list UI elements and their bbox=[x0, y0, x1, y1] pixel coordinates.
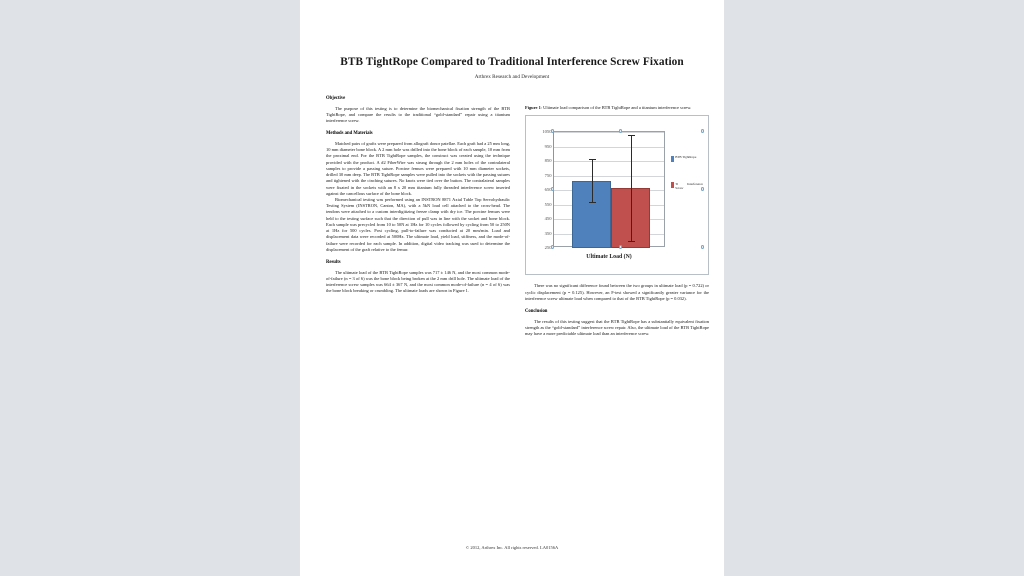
chart-legend-item[interactable] bbox=[671, 182, 703, 190]
chart-selection-handle[interactable] bbox=[701, 129, 704, 132]
chart-y-tick-label: 750 bbox=[544, 172, 552, 178]
legend-swatch-icon bbox=[671, 182, 674, 188]
figure-caption-label: Figure 1 bbox=[525, 105, 541, 110]
chart-x-axis-title: Ultimate Load (N) bbox=[586, 254, 632, 261]
spacer bbox=[326, 253, 510, 260]
chart-error-cap bbox=[589, 159, 596, 160]
chart-selection-handle[interactable] bbox=[619, 245, 622, 248]
chart-legend-label: BTB TightRope bbox=[675, 155, 697, 160]
chart-error-cap bbox=[628, 241, 635, 242]
chart-error-cap bbox=[589, 202, 596, 203]
conclusion-heading: Conclusion bbox=[525, 309, 548, 315]
discussion-paragraph: There was no significant difference found between the two groups in ultimate load (p = 0.722) or cyclic displacement (p = 0.125). However, an F-test showed a significantly greater variance for the interference screw ultimate load when compared to that of the BTB TightRope (p = 0.032). bbox=[525, 283, 709, 301]
chart-y-tick-label: 1050 bbox=[542, 129, 552, 135]
chart-selection-handle[interactable] bbox=[619, 129, 622, 132]
spacer bbox=[525, 302, 709, 309]
chart-error-bar bbox=[631, 135, 632, 241]
page-subtitle: Arthrex Research and Development bbox=[474, 74, 550, 80]
chart-selection-handle[interactable] bbox=[701, 245, 704, 248]
chart-y-tick-label: 650 bbox=[544, 187, 552, 193]
chart-y-tick-label: 850 bbox=[544, 158, 552, 164]
chart-gridline bbox=[554, 147, 664, 148]
chart-inner bbox=[534, 123, 701, 268]
results-heading: Results bbox=[326, 260, 341, 266]
chart-gridline bbox=[554, 176, 664, 177]
chart-plot-area bbox=[542, 129, 665, 251]
methods-heading: Methods and Materials bbox=[326, 131, 373, 137]
chart-selection-handle[interactable] bbox=[551, 245, 554, 248]
chart-y-tick-label: 550 bbox=[544, 201, 552, 207]
left-column bbox=[326, 96, 510, 295]
chart-error-cap bbox=[628, 135, 635, 136]
page-title: BTB TightRope Compared to Traditional Interference Screw Fixation bbox=[340, 55, 684, 68]
chart-gridline bbox=[554, 132, 664, 133]
objective-paragraph: The purpose of this testing is to determine the biomechanical fixation strength of the BTB TightRope, and compare the results to the traditional “gold-standard” repair using a titanium interference screw. bbox=[326, 105, 510, 124]
legend-swatch-icon bbox=[671, 156, 674, 162]
page-footer: © 2012, Arthrex Inc. All rights reserved. LA0156A bbox=[465, 545, 559, 550]
spacer bbox=[326, 124, 510, 131]
chart-legend[interactable] bbox=[671, 155, 703, 209]
figure-caption-text: : Ultimate load comparison of the BTB TightRope and a titanium interference screw. bbox=[540, 105, 692, 110]
chart-selection-handle[interactable] bbox=[551, 187, 554, 190]
chart-selection-handle[interactable] bbox=[701, 187, 704, 190]
figure-caption bbox=[525, 105, 709, 111]
chart-error-bar bbox=[592, 159, 593, 201]
methods-paragraph-1: Matched pairs of grafts were prepared from allograft donor patellae. Each graft had a 25 mm long, 10 mm diameter bone block. A 2 mm hole was drilled into the bone block of each sample, 10 mm from the proximal end. For the BTB TightRope samples, the construct was created using the technique provided with the product. A #2 FiberWire was strung through the 2 mm holes of the contralateral samples to provide a passing suture. Porcine femurs were prepared with 10 mm diameter sockets, drilled 30 mm deep. The BTB TightRope samples were pulled into the sockets with the passing sutures and tightened with the cinching sutures. No knots were tied over the button. The contralateral samples were fixated in the sockets with an 8 x 20 mm titanium fully threaded interference screw inserted against the cancellous surface of the bone block. bbox=[326, 140, 510, 196]
conclusion-paragraph: The results of this testing suggest that the BTB TightRope has a substantially equivalent fixation strength as the “gold-standard” interference screw repair. Also, the ultimate load of the BTB TightRope may have a more predictable ultimate load than an interference screw. bbox=[525, 318, 709, 337]
chart-gridline bbox=[554, 248, 664, 249]
figure-1-chart[interactable] bbox=[525, 115, 709, 275]
results-paragraph: The ultimate load of the BTB TightRope samples was 717 ± 146 N, and the most common mode-of-failure (n = 3 of 6) was the bone block being broken at the 2 mm drill hole. The ultimate load of the interference screw samples was 664 ± 367 N, and the most common mode-of-failure (n = 4 of 6) was the bone block breaking or crumbling. The ultimate loads are shown in Figure 1. bbox=[326, 269, 510, 294]
chart-legend-item[interactable] bbox=[671, 155, 703, 161]
chart-y-tick-label: 950 bbox=[544, 143, 552, 149]
objective-heading: Objective bbox=[326, 96, 346, 101]
chart-y-tick-label: 250 bbox=[544, 245, 552, 251]
chart-legend-label: Ti Interference Screw bbox=[675, 181, 703, 190]
methods-paragraph-2: Biomechanical testing was performed using an INSTRON 8871 Axial Table Top Servohydraulic Testing System (INSTRON, Canton, MA), with a 5kN load cell attached to the cross-head. The tendons were attached to a custom interdigitizing freeze clamp with dry ice. The porcine femurs were held to the testing surface such that the direction of pull was in line with the socket and bone block. Each sample was precycled from 10 to 50N at 1Hz for 10 cycles followed by cycling from 50 to 250N at 1Hz for 500 cycles. Post cycling, pull-to-failure was conducted at 20 mm/min. Load and displacement data were recorded at 500Hz. The ultimate load, yield load, stiffness, and the mode-of-failure were recorded for each sample. In addition, digital video tracking was used to determine the displacement of the graft relative to the femur. bbox=[326, 196, 510, 252]
chart-y-tick-label: 450 bbox=[544, 216, 552, 222]
right-column bbox=[525, 105, 709, 337]
chart-y-tick-label: 350 bbox=[544, 230, 552, 236]
chart-gridline bbox=[554, 161, 664, 162]
chart-selection-handle[interactable] bbox=[551, 129, 554, 132]
document-page bbox=[300, 0, 724, 576]
